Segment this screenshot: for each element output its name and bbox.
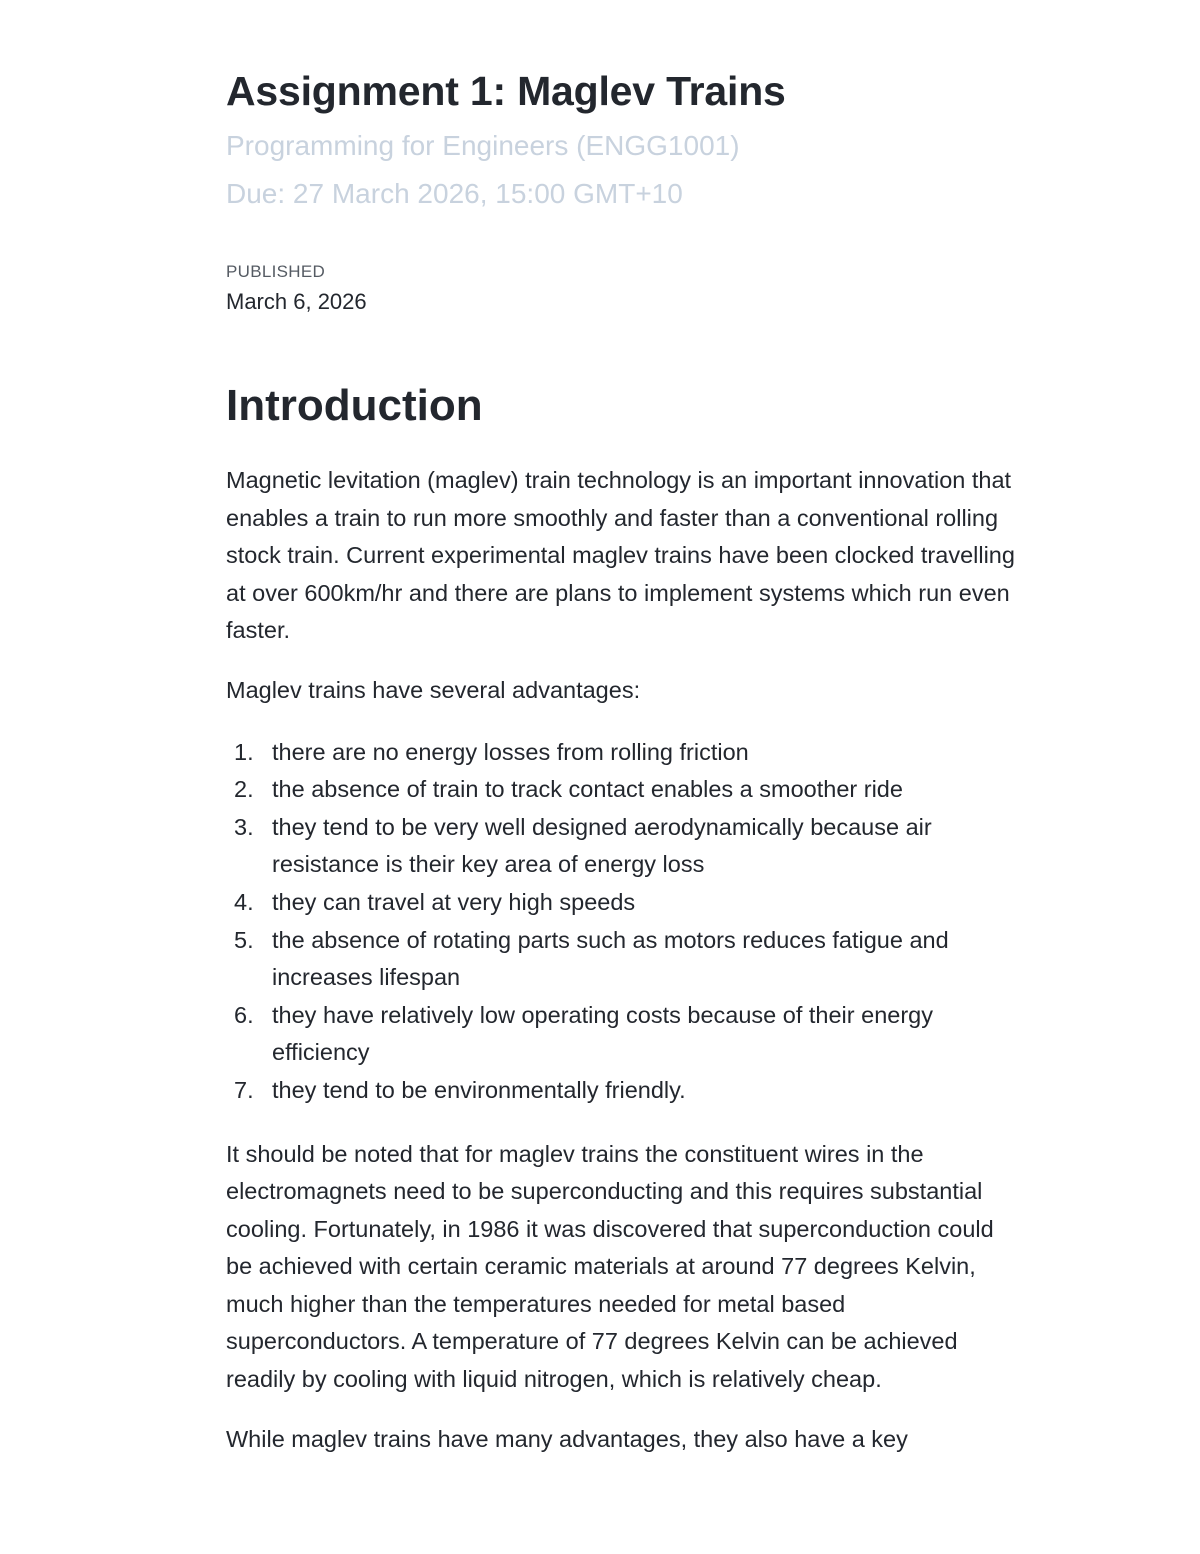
list-item-text: the absence of rotating parts such as motors reduces fatigue and increases lifespan bbox=[272, 926, 949, 991]
list-item-text: there are no energy losses from rolling friction bbox=[272, 738, 749, 765]
advantages-intro: Maglev trains have several advantages: bbox=[226, 676, 641, 703]
list-item-number: 2. bbox=[234, 776, 254, 803]
document-content bbox=[226, 64, 1026, 1458]
introduction-heading: Introduction bbox=[226, 381, 483, 430]
published-date: March 6, 2026 bbox=[226, 289, 367, 314]
list-item-number: 1. bbox=[234, 738, 254, 765]
page-title: Assignment 1: Maglev Trains bbox=[226, 68, 786, 114]
list-item-text: they tend to be very well designed aerodynamically because air resistance is their key area of energy loss bbox=[272, 813, 932, 878]
superconducting-paragraph: It should be noted that for maglev trains the constituent wires in the electromagnets need to be superconducting and this requires substantial cooling. Fortunately, in 1986 it was discovered that superconduction could be achieved with certain ceramic materials at around 77 degrees Kelvin, much higher than the temperatures needed for metal based superconductors. A temperature of 77 degrees Kelvin can be achieved readily by cooling with liquid nitrogen, which is relatively cheap. bbox=[226, 1140, 994, 1393]
list-item-number: 5. bbox=[234, 926, 254, 953]
list-item-number: 7. bbox=[234, 1076, 254, 1103]
list-item-text: they can travel at very high speeds bbox=[272, 888, 636, 915]
intro-paragraph: Magnetic levitation (maglev) train technology is an important innovation that enables a train to run more smoothly and faster than a conventional rolling stock train. Current experimental maglev trains have been clocked travelling at over 600km/hr and there are plans to implement systems which run even faster. bbox=[226, 467, 1015, 644]
list-item-text: they tend to be environmentally friendly. bbox=[272, 1076, 686, 1103]
due-date-subtitle: Due: 27 March 2026, 15:00 GMT+10 bbox=[226, 178, 683, 209]
advantages-list bbox=[226, 734, 1016, 1110]
list-item-text: they have relatively low operating costs because of their energy efficiency bbox=[272, 1001, 933, 1066]
course-subtitle: Programming for Engineers (ENGG1001) bbox=[226, 130, 740, 161]
published-label: PUBLISHED bbox=[226, 262, 326, 281]
list-item-number: 4. bbox=[234, 888, 254, 915]
list-item-number: 3. bbox=[234, 813, 254, 840]
list-item bbox=[226, 734, 1016, 772]
list-item bbox=[226, 922, 1016, 997]
list-item-number: 6. bbox=[234, 1001, 254, 1028]
disadvantages-paragraph: While maglev trains have many advantages, they also have a key bbox=[226, 1425, 908, 1452]
list-item bbox=[226, 997, 1016, 1072]
list-item bbox=[226, 771, 1016, 809]
list-item bbox=[226, 1072, 1016, 1110]
list-item bbox=[226, 809, 1016, 884]
list-item bbox=[226, 884, 1016, 922]
list-item-text: the absence of train to track contact enables a smoother ride bbox=[272, 776, 903, 803]
